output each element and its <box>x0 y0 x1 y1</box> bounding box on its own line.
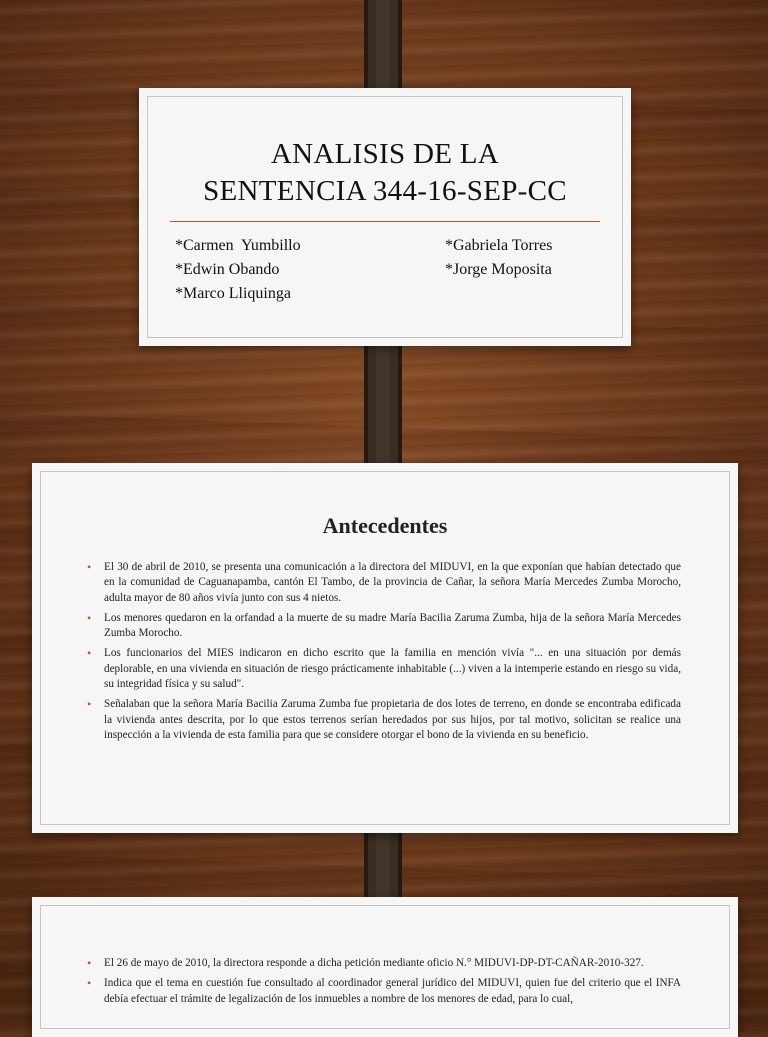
authors-right <box>445 234 552 282</box>
list-item <box>87 560 681 606</box>
list-item <box>87 646 681 692</box>
slide-title-line-1: ANALISIS DE LA <box>270 138 500 170</box>
continuation-slide-card <box>32 897 738 1037</box>
title-slide-card <box>139 88 631 346</box>
continuation-list <box>87 956 681 1012</box>
list-item-text: Indica que el tema en cuestión fue consultado al coordinador general jurídico del MIDUVI, quien fue del criterio que el INFA debía efectuar el trámite de legalización de los inmuebles a nombre de los menores de edad, para lo cual, <box>104 977 681 1005</box>
antecedentes-list <box>87 560 681 748</box>
list-item-text: Los funcionarios del MIES indicaron en dicho escrito que la familia en mención vivía "... en una situación por demás deplorable, en una vivienda en situación de riesgo prácticamente inhabitable (...) viven a la intemperie estando en riesgo su vida, su integridad física y su salud". <box>104 647 681 691</box>
author-name: *Carmen Yumbillo <box>175 237 301 254</box>
slide-title-line-2: SENTENCIA 344-16-SEP-CC <box>203 175 567 207</box>
list-item <box>87 976 681 1007</box>
antecedentes-heading: Antecedentes <box>322 513 448 538</box>
antecedentes-slide-card <box>32 463 738 833</box>
author-name: *Jorge Moposita <box>445 261 552 278</box>
list-item-text: Señalaban que la señora María Bacilia Zaruma Zumba fue propietaria de dos lotes de terreno, en donde se encontraba edificada la vivienda antes descrita, por lo que estos terrenos serían heredados por sus hijos, por tal motivo, solicitan se realice una inspección a la vivienda de esta familia para que se considere otorgar el bono de la vivienda en su beneficio. <box>104 698 681 741</box>
strap-middle <box>364 330 402 480</box>
authors-left <box>175 234 301 306</box>
bullet-icon: • <box>87 697 92 712</box>
list-item <box>87 611 681 642</box>
author-name: *Gabriela Torres <box>445 237 553 254</box>
bullet-icon: • <box>87 610 92 625</box>
title-divider <box>170 221 600 222</box>
bullet-icon: • <box>87 956 92 970</box>
bullet-icon: • <box>87 976 92 991</box>
list-item-text: El 30 de abril de 2010, se presenta una comunicación a la directora del MIDUVI, en la que exponían que habían detectado que en la comunidad de Caguanapamba, cantón El Tambo, de la provincia de Cañar, la señora María Mercedes Zumba Morocho, adulta mayor de 80 años vivía junto con sus 4 nietos. <box>104 561 681 604</box>
slide-title <box>139 136 631 210</box>
author-name: *Edwin Obando <box>175 261 280 278</box>
list-item <box>87 956 681 971</box>
list-item-text: Los menores quedaron en la orfandad a la muerte de su madre María Bacilia Zaruma Zumba, hija de la señora María Mercedes Zumba Morocho. <box>104 611 681 640</box>
bullet-icon: • <box>87 560 92 574</box>
list-item <box>87 697 681 743</box>
author-name: *Marco Lliquinga <box>175 285 291 302</box>
bullet-icon: • <box>87 646 92 661</box>
list-item-text: El 26 de mayo de 2010, la directora responde a dicha petición mediante oficio N.° MIDUVI-DP-DT-CAÑAR-2010-327. <box>104 957 644 969</box>
